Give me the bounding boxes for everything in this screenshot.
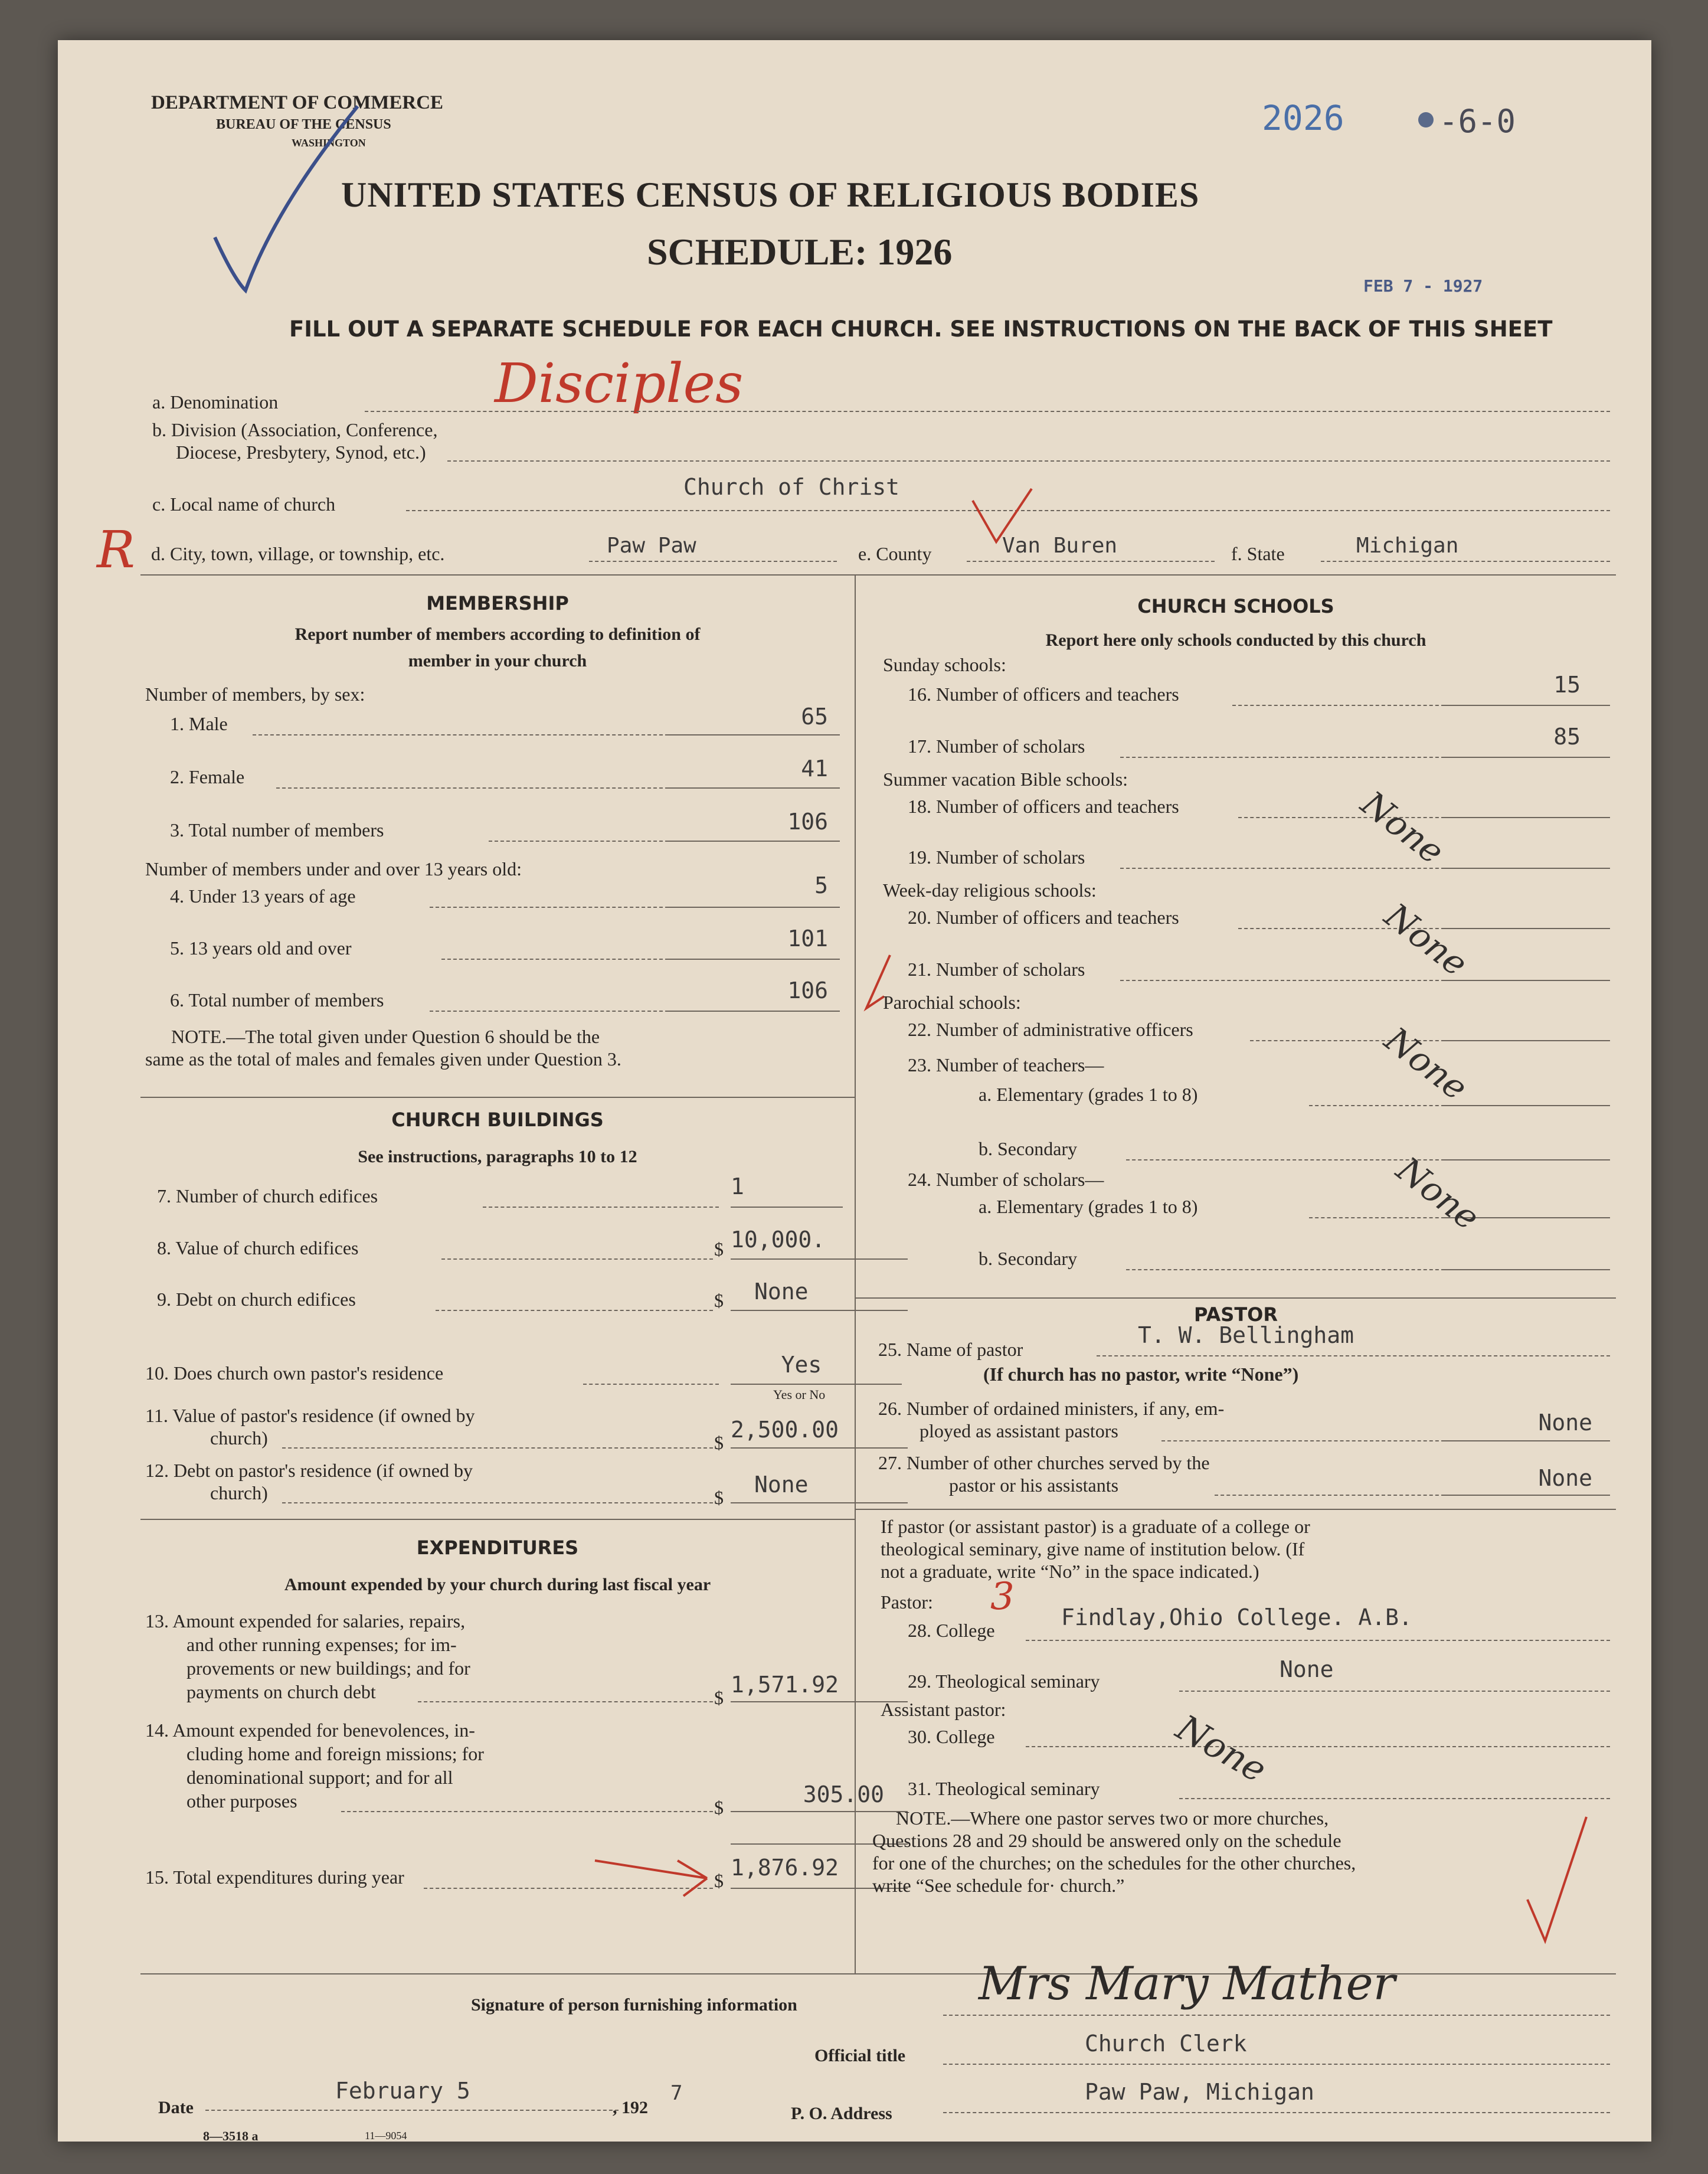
po-address-value: Paw Paw, Michigan [1085, 2079, 1314, 2105]
red-tick-mark-icon-2 [961, 477, 1043, 560]
q23b-label: b. Secondary [979, 1138, 1078, 1159]
q27-value: None [1538, 1465, 1592, 1491]
q29-label: 29. Theological seminary [908, 1670, 1100, 1692]
members-by-sex-label: Number of members, by sex: [145, 684, 365, 705]
q14-label-2: cluding home and foreign missions; for [186, 1743, 484, 1764]
q14-label-3: denominational support; and for all [186, 1767, 453, 1788]
official-title-value: Church Clerk [1085, 2031, 1247, 2057]
q31-label: 31. Theological seminary [908, 1778, 1100, 1799]
q13-label-4: payments on church debt [186, 1681, 376, 1702]
q15-value: 1,876.92 [731, 1855, 839, 1881]
q13-label: 13. Amount expended for salaries, repairs, [145, 1610, 466, 1632]
q14-label-4: other purposes [186, 1790, 297, 1812]
weekday-schools-label: Week-day religious schools: [883, 880, 1097, 901]
q15-dollar: $ [714, 1870, 724, 1891]
q24b-label: b. Secondary [979, 1248, 1078, 1269]
buildings-heading: CHURCH BUILDINGS [391, 1109, 604, 1131]
q18-label: 18. Number of officers and teachers [908, 796, 1179, 817]
grad-instruction-2: theological seminary, give name of institution below. (If [881, 1538, 1305, 1560]
bureau-name: BUREAU OF THE CENSUS [216, 117, 391, 132]
summer-schools-label: Summer vacation Bible schools: [883, 769, 1128, 790]
yes-no-hint: Yes or No [773, 1387, 826, 1402]
pastor-note-3: for one of the churches; on the schedules for the other churches, [872, 1852, 1356, 1874]
q12-label-2: church) [210, 1482, 268, 1503]
denomination-value: Disciples [495, 352, 744, 415]
r-mark: R [97, 521, 135, 580]
signature-label: Signature of person furnishing information [471, 1995, 797, 2015]
church-name-label: c. Local name of church [152, 493, 336, 515]
grad-instruction-3: not a graduate, write “No” in the space indicated.) [881, 1561, 1259, 1582]
q23-label: 23. Number of teachers— [908, 1054, 1104, 1075]
signature-value: Mrs Mary Mather [979, 1957, 1395, 2010]
q11-value: 2,500.00 [731, 1417, 839, 1443]
county-label: e. County [858, 543, 932, 564]
membership-sub2: member in your church [408, 651, 587, 671]
division-label: b. Division (Association, Conference, [152, 419, 438, 440]
city-value: Paw Paw [607, 534, 696, 558]
q13-label-2: and other running expenses; for im- [186, 1634, 457, 1655]
sunday-schools-label: Sunday schools: [883, 654, 1006, 675]
pastor-heading: PASTOR [1194, 1303, 1278, 1326]
q15-label: 15. Total expenditures during year [145, 1866, 404, 1888]
red-check-mark-icon [1522, 1811, 1592, 1953]
date-value: February 5 [335, 2078, 470, 2104]
q13-dollar: $ [714, 1687, 724, 1708]
q21-label: 21. Number of scholars [908, 959, 1085, 980]
church-name-value: Church of Christ [683, 474, 900, 500]
q26-label: 26. Number of ordained ministers, if any, em- [878, 1398, 1225, 1419]
stamp-dot [1418, 112, 1434, 128]
q30-label: 30. College [908, 1726, 995, 1747]
q3-value: 106 [787, 809, 828, 835]
q12-label: 12. Debt on pastor's residence (if owned by [145, 1460, 473, 1481]
schools-heading: CHURCH SCHOOLS [1137, 595, 1334, 617]
membership-note2: same as the total of males and females given under Question 3. [145, 1048, 621, 1070]
denomination-label: a. Denomination [152, 391, 279, 413]
red-3-mark: 3 [990, 1575, 1015, 1619]
q13-value: 1,571.92 [731, 1672, 839, 1698]
bureau-city: WASHINGTON [292, 137, 366, 149]
q19-label: 19. Number of scholars [908, 846, 1085, 868]
q26-label-2: ployed as assistant pastors [920, 1420, 1118, 1441]
department-name: DEPARTMENT OF COMMERCE [151, 92, 444, 113]
q9-label: 9. Debt on church edifices [157, 1289, 356, 1310]
grad-instruction-1: If pastor (or assistant pastor) is a graduate of a college or [881, 1516, 1310, 1537]
q25-note: (If church has no pastor, write “None”) [983, 1364, 1299, 1385]
pastor-note-2: Questions 28 and 29 should be answered only on the schedule [872, 1830, 1341, 1851]
q24-label: 24. Number of scholars— [908, 1169, 1104, 1190]
po-address-label: P. O. Address [791, 2104, 892, 2123]
city-label: d. City, town, village, or township, etc. [151, 543, 445, 564]
q10-value: Yes [781, 1352, 822, 1378]
state-label: f. State [1231, 543, 1285, 564]
q8-label: 8. Value of church edifices [157, 1237, 359, 1258]
q2-label: 2. Female [170, 766, 245, 787]
q24a-label: a. Elementary (grades 1 to 8) [979, 1196, 1198, 1217]
q9-value: None [754, 1279, 809, 1305]
q5-value: 101 [787, 926, 828, 952]
q26-value: None [1538, 1410, 1592, 1436]
q4-label: 4. Under 13 years of age [170, 885, 356, 907]
q14-dollar: $ [714, 1797, 724, 1818]
q9-dollar: $ [714, 1290, 724, 1311]
county-value: Van Buren [1002, 534, 1118, 558]
q4-value: 5 [814, 872, 828, 898]
q11-dollar: $ [714, 1432, 724, 1453]
q30-31-none-value: None [1169, 1706, 1274, 1791]
q3-label: 3. Total number of members [170, 819, 384, 841]
q1-value: 65 [801, 704, 828, 730]
schools-sub: Report here only schools conducted by this church [1045, 630, 1426, 650]
print-number: 11—9054 [365, 2130, 407, 2142]
q27-label: 27. Number of other churches served by the [878, 1452, 1210, 1473]
q12-value: None [754, 1472, 809, 1498]
q10-label: 10. Does church own pastor's residence [145, 1362, 444, 1384]
q20-label: 20. Number of officers and teachers [908, 907, 1179, 928]
form-schedule: SCHEDULE: 1926 [647, 231, 953, 273]
q22-label: 22. Number of administrative officers [908, 1019, 1193, 1040]
q7-label: 7. Number of church edifices [157, 1185, 378, 1207]
instruction-banner: FILL OUT A SEPARATE SCHEDULE FOR EACH CHURCH. SEE INSTRUCTIONS ON THE BACK OF THIS SHEET [289, 316, 1553, 342]
membership-note1: NOTE.—The total given under Question 6 should be the [171, 1026, 600, 1047]
code-number: -6-0 [1439, 103, 1516, 140]
check-mark-icon [210, 102, 364, 296]
form-title: UNITED STATES CENSUS OF RELIGIOUS BODIES [341, 175, 1200, 214]
q28-label: 28. College [908, 1620, 995, 1641]
q14-value: 305.00 [803, 1781, 884, 1807]
official-title-label: Official title [814, 2046, 906, 2065]
q11-label-2: church) [210, 1427, 268, 1449]
membership-heading: MEMBERSHIP [426, 592, 569, 614]
assistant-pastor-label: Assistant pastor: [881, 1699, 1006, 1720]
q1-label: 1. Male [170, 713, 228, 734]
q11-label: 11. Value of pastor's residence (if owned by [145, 1405, 475, 1426]
q8-value: 10,000. [731, 1227, 826, 1253]
q17-value: 85 [1553, 724, 1581, 750]
q23a-label: a. Elementary (grades 1 to 8) [979, 1084, 1198, 1105]
q20-21-none-value: None [1377, 895, 1475, 985]
q12-dollar: $ [714, 1487, 724, 1508]
q22-23-none-value: None [1377, 1019, 1475, 1109]
form-number: 8—3518 a [203, 2129, 259, 2143]
parochial-schools-label: Parochial schools: [883, 992, 1021, 1013]
q17-label: 17. Number of scholars [908, 735, 1085, 757]
division-label-2: Diocese, Presbytery, Synod, etc.) [176, 442, 426, 463]
q24-none-value: None [1389, 1149, 1487, 1238]
q16-value: 15 [1553, 672, 1581, 698]
q6-label: 6. Total number of members [170, 989, 384, 1011]
pastor-note-4: write “See schedule for· church.” [872, 1875, 1125, 1896]
q28-value: Findlay,Ohio College. A.B. [1061, 1604, 1412, 1630]
q6-value: 106 [787, 978, 828, 1003]
q25-label: 25. Name of pastor [878, 1339, 1023, 1360]
q29-value: None [1280, 1656, 1334, 1682]
q5-label: 5. 13 years old and over [170, 937, 352, 959]
census-form-sheet [58, 40, 1651, 2142]
state-value: Michigan [1356, 534, 1459, 558]
q27-label-2: pastor or his assistants [949, 1475, 1119, 1496]
members-by-age-label: Number of members under and over 13 years old: [145, 858, 522, 880]
expenditures-heading: EXPENDITURES [416, 1536, 579, 1559]
serial-number: 2026 [1262, 98, 1344, 138]
q13-label-3: provements or new buildings; and for [186, 1658, 470, 1679]
date-year-prefix: , 192 [613, 2098, 648, 2117]
q2-value: 41 [801, 756, 828, 782]
q14-label: 14. Amount expended for benevolences, in- [145, 1719, 475, 1741]
date-year-digit: 7 [670, 2081, 683, 2105]
buildings-sub: See instructions, paragraphs 10 to 12 [358, 1147, 637, 1166]
q25-value: T. W. Bellingham [1138, 1322, 1354, 1348]
q16-label: 16. Number of officers and teachers [908, 684, 1179, 705]
q18-19-none-value: None [1353, 783, 1452, 872]
date-label: Date [158, 2098, 194, 2117]
received-stamp: FEB 7 - 1927 [1363, 276, 1483, 296]
q7-value: 1 [731, 1173, 744, 1199]
q8-dollar: $ [714, 1238, 724, 1260]
pastor-sub-label: Pastor: [881, 1591, 933, 1613]
pastor-note-1: NOTE.—Where one pastor serves two or more churches, [896, 1807, 1329, 1829]
red-arrow-mark-icon [589, 1837, 742, 1914]
membership-sub1: Report number of members according to definition of [295, 625, 701, 644]
expenditures-sub: Amount expended by your church during last fiscal year [284, 1575, 711, 1594]
